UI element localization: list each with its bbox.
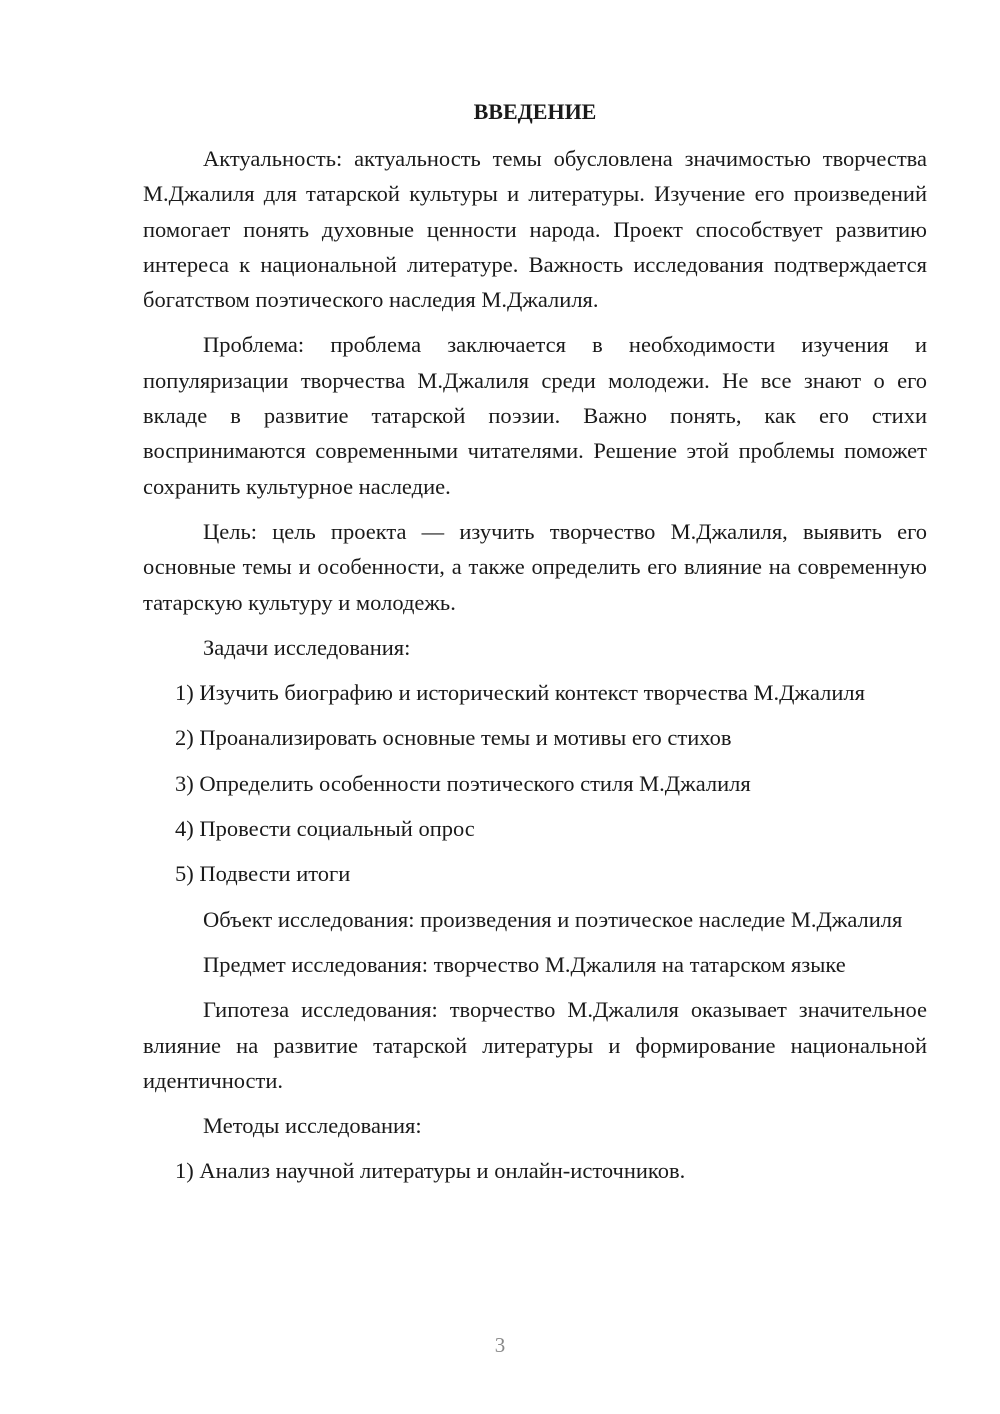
subject-paragraph: Предмет исследования: творчество М.Джалиля на татарском языке: [203, 951, 846, 977]
goal-paragraph: Цель: цель проекта — изучить творчество М.Джалиля, выявить его основные темы и особенности, а также определить его влияние на современную татарскую культуру и молодежь.: [143, 518, 927, 615]
page-content: [143, 94, 927, 1199]
problem-paragraph: Проблема: проблема заключается в необходимости изучения и популяризации творчества М.Джалиля среди молодежи. Не все знают о его вкладе в развитие татарской поэзии. Важно понять, как его стихи воспринимаются современными читателями. Решение этой проблемы поможет сохранить культурное наследие.: [143, 332, 927, 499]
task-item-4: 4) Провести социальный опрос: [175, 816, 475, 842]
task-item-5: 5) Подвести итоги: [175, 861, 351, 887]
object-paragraph: Объект исследования: произведения и поэтическое наследие М.Джалиля: [203, 906, 903, 932]
task-item-2: 2) Проанализировать основные темы и мотивы его стихов: [175, 725, 732, 751]
page-number: 3: [494, 1333, 506, 1357]
methods-heading: Методы исследования:: [203, 1113, 422, 1139]
method-item-1: 1) Анализ научной литературы и онлайн-источников.: [175, 1158, 686, 1184]
hypothesis-paragraph: Гипотеза исследования: творчество М.Джалиля оказывает значительное влияние на развитие татарской литературы и формирование национальной идентичности.: [143, 997, 927, 1093]
tasks-heading: Задачи исследования:: [203, 634, 411, 660]
task-item-1: 1) Изучить биографию и исторический контекст творчества М.Джалиля: [175, 680, 866, 706]
relevance-paragraph: Актуальность: актуальность темы обусловлена значимостью творчества М.Джалиля для татарской культуры и литературы. Изучение его произведений помогает понять духовные ценности народа. Проект способствует развитию интереса к национальной литературе. Важность исследования подтверждается богатством поэтического наследия М.Джалиля.: [143, 146, 927, 313]
section-title: ВВЕДЕНИЕ: [473, 99, 597, 124]
task-item-3: 3) Определить особенности поэтического стиля М.Джалиля: [175, 770, 751, 796]
